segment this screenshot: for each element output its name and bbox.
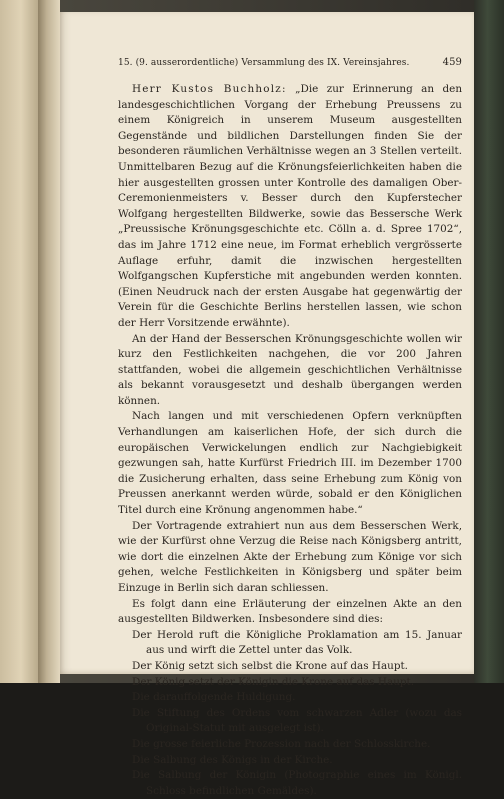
book-cover-edge bbox=[474, 0, 504, 683]
list-item: Die Stiftung des Ordens vom schwarzen Adler (wozu das Original-Statut mit ausgelegt ist). bbox=[132, 706, 462, 735]
page-number: 459 bbox=[442, 57, 462, 68]
list-item: Die Salbung des Königs in der Kirche. bbox=[132, 753, 333, 766]
facing-page-edge bbox=[0, 0, 38, 683]
list-item: Der König setzt sich selbst die Krone auf das Haupt. bbox=[132, 659, 408, 672]
book-page bbox=[60, 12, 474, 797]
list-item: Die darauffolgende Huldigung. bbox=[132, 691, 296, 704]
running-head bbox=[118, 56, 462, 70]
paragraph-text: „Die zur Erinnerung an den landesgeschichtlichen Vorgang der Erhebung Preussens zu einem Königreich in unserem Museum ausgestellten Gegenstände und bildlichen Darstellungen finden Sie der besonderen räumlichen Verhältnisse wegen an 3 Stellen verteilt. Unmittelbaren Bezug auf die Krönungsfeierlichkeiten haben die hier ausgestellten grossen unter Kontrolle des damaligen Ober-Ceremonienmeisters v. Besser durch den Kupferstecher Wolfgang hergestellten Bildwerke, sowie das Bessersche Werk „Preussische Krönungsgeschichte etc. Cölln a. d. Spree 1702“, das im Jahre 1712 eine neue, im Format erheblich vergrösserte Auflage erfuhr, damit die inzwischen hergestellten Wolfgangschen Kupferstiche mit angebunden werden konnten. (Einen Neudruck nach der ersten Ausgabe hat gegenwärtig der Verein für die Geschichte Berlins herstellen lassen, wie schon der Herr Vorsitzende erwähnte). bbox=[118, 83, 463, 329]
body-text bbox=[118, 82, 462, 799]
list-item: Der Herold ruft die Königliche Proklamation am 15. Januar aus und wirft die Zettel unter das Volk. bbox=[132, 628, 462, 657]
paragraph bbox=[118, 82, 462, 332]
paragraph: An der Hand der Besserschen Krönungsgeschichte wollen wir kurz den Festlichkeiten nachgehen, die vor 200 Jahren stattfanden, wobei die allgemein geschichtlichen Verhältnisse als bekannt vorausgesetzt und deshalb übergangen werden können. bbox=[118, 332, 462, 407]
list-item: Der König setzt der Königin die Krone auf das Haupt. bbox=[132, 675, 415, 688]
running-head-title: 15. (9. ausserordentliche) Versammlung des IX. Vereinsjahres. bbox=[118, 58, 410, 68]
paragraph: Es folgt dann eine Erläuterung der einzelnen Akte an den ausgestellten Bildwerken. Insbesondere sind dies: bbox=[118, 597, 462, 626]
list-item: Die grosse feierliche Prozession nach der Schlosskirche. bbox=[132, 737, 431, 750]
paragraph: Nach langen und mit verschiedenen Opfern verknüpften Verhandlungen am kaiserlichen Hofe, der sich durch die europäischen Verwickelungen endlich zur Nachgiebigkeit gezwungen sah, hatte Kurfürst Friedrich III. im Dezember 1700 die Zusicherung erhalten, dass seine Erhebung zum König von Preussen anerkannt werden würde, sobald er den Königlichen Titel durch eine Krönung angenommen habe.“ bbox=[118, 410, 462, 517]
speaker-name: Herr Kustos Buchholz: bbox=[132, 83, 287, 95]
book-gutter bbox=[38, 0, 60, 683]
exhibit-list bbox=[118, 628, 462, 799]
paragraph: Der Vortragende extrahiert nun aus dem Besserschen Werk, wie der Kurfürst ohne Verzug die Reise nach Königsberg antritt, wie dort die einzelnen Akte der Erhebung zum Könige vor sich gehen, welche Festlichkeiten in Königsberg und später beim Einzuge in Berlin sich daran schliessen. bbox=[118, 519, 462, 594]
list-item: Die Salbung der Königin (Photographie eines im Königl. Schloss befindlichen Gemäldes). bbox=[132, 769, 462, 797]
